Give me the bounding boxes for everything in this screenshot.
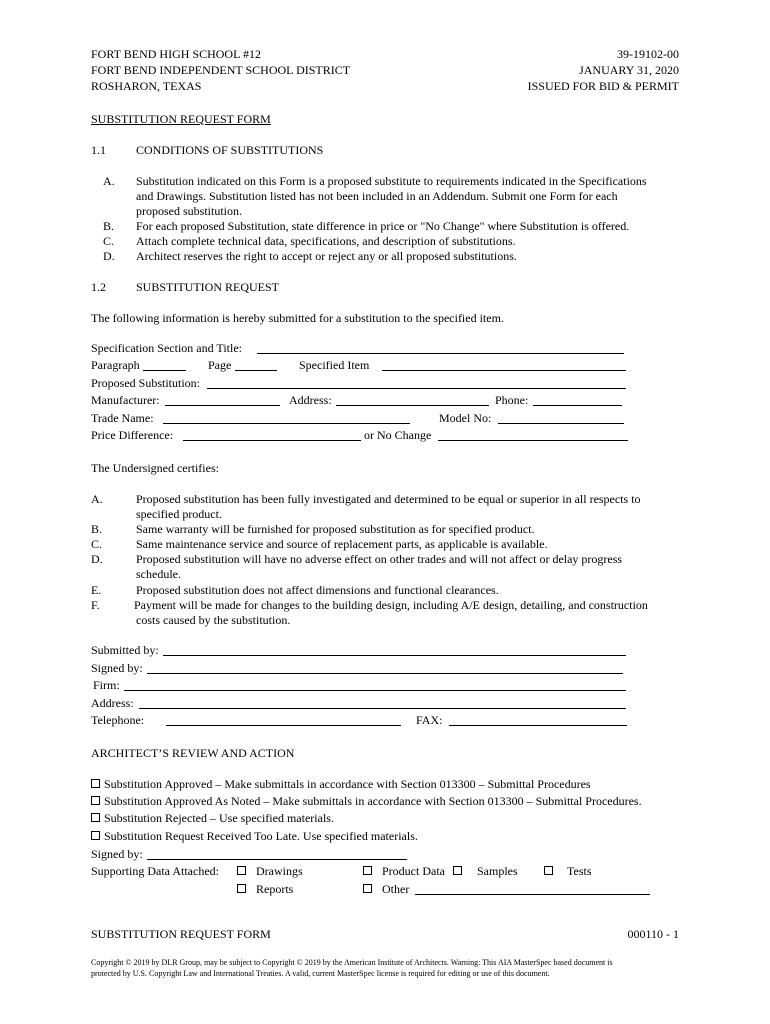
condition-c-line: Attach complete technical data, specifications, and description of substitutions. [136,234,516,248]
telephone-label: Telephone: [91,713,145,727]
submitter-address-label: Address: [91,696,134,710]
condition-a-letter: A. [103,174,115,188]
certify-c-letter: C. [91,537,103,551]
checkbox-icon[interactable] [237,866,246,875]
signed-by-label: Signed by: [91,661,143,675]
attachment-drawings[interactable]: Drawings [237,864,303,878]
condition-b-line: For each proposed Substitution, state difference in price or "No Change" where Substitution is offered. [136,219,630,233]
architect-review-heading: ARCHITECT’S REVIEW AND ACTION [91,746,295,760]
other-input[interactable] [415,894,650,895]
option-approved-as-noted[interactable]: Substitution Approved As Noted – Make submittals in accordance with Section 013300 – Submittal Procedures. [91,794,642,808]
header-district: FORT BEND INDEPENDENT SCHOOL DISTRICT [91,63,351,77]
phone-label: Phone: [495,393,529,407]
checkbox-icon[interactable] [91,779,100,788]
certify-e-line: Proposed substitution does not affect dimensions and functional clearances. [136,583,499,597]
manufacturer-input[interactable] [165,405,280,406]
section-2-title: SUBSTITUTION REQUEST [136,280,279,294]
option-too-late[interactable]: Substitution Request Received Too Late. Use specified materials. [91,829,418,843]
fax-label: FAX: [416,713,443,727]
section-1-title: CONDITIONS OF SUBSTITUTIONS [136,143,324,157]
paragraph-label: Paragraph [91,358,140,372]
certify-d-letter: D. [91,552,103,566]
checkbox-icon[interactable] [363,866,372,875]
proposed-substitution-label: Proposed Substitution: [91,376,201,390]
checkbox-icon[interactable] [363,884,372,893]
specified-item-label: Specified Item [299,358,370,372]
certify-a-line: Proposed substitution has been fully investigated and determined to be equal or superior in all respects to [136,492,641,506]
firm-input[interactable] [124,690,626,691]
certify-c-line: Same maintenance service and source of replacement parts, as applicable is available. [136,537,548,551]
header-location: ROSHARON, TEXAS [91,79,202,93]
section-1-number: 1.1 [91,143,106,157]
condition-b-letter: B. [103,219,115,233]
attachment-samples[interactable]: Samples [453,864,518,878]
attachment-reports[interactable]: Reports [237,882,293,896]
option-rejected[interactable]: Substitution Rejected – Use specified materials. [91,811,334,825]
spec-section-label: Specification Section and Title: [91,341,242,355]
trade-name-label: Trade Name: [91,411,154,425]
form-title: SUBSTITUTION REQUEST FORM [91,112,271,126]
header-issue-status: ISSUED FOR BID & PERMIT [527,79,679,93]
condition-d-letter: D. [103,249,115,263]
model-no-input[interactable] [498,423,624,424]
paragraph-input[interactable] [143,370,186,371]
condition-c-letter: C. [103,234,115,248]
attachment-other[interactable]: Other [363,882,409,896]
checkbox-icon[interactable] [91,831,100,840]
telephone-input[interactable] [166,725,401,726]
submitted-by-label: Submitted by: [91,643,159,657]
spec-section-input[interactable] [257,353,624,354]
no-change-label: or No Change [364,428,432,442]
certify-f-line: costs caused by the substitution. [136,613,291,627]
supporting-data-label: Supporting Data Attached: [91,864,219,878]
certify-a-line: specified product. [136,507,222,521]
copyright-line: protected by U.S. Copyright Law and International Treaties. A valid, current MasterSpec license is required for editing or use of this document. [91,969,550,978]
manufacturer-label: Manufacturer: [91,393,160,407]
certify-f-letter: F. [91,598,100,612]
certify-d-line: schedule. [136,567,181,581]
attachment-tests[interactable]: Tests [544,864,592,878]
firm-label: Firm: [93,678,120,692]
submitted-by-input[interactable] [163,655,626,656]
checkbox-icon[interactable] [91,796,100,805]
submitter-address-input[interactable] [139,708,626,709]
architect-signed-by-label: Signed by: [91,847,143,861]
phone-input[interactable] [533,405,622,406]
price-difference-label: Price Difference: [91,428,174,442]
footer-page-number: 000110 - 1 [627,927,679,941]
condition-a-line: Substitution indicated on this Form is a proposed substitute to requirements indicated in the Specifications [136,174,647,188]
section-2-intro: The following information is hereby submitted for a substitution to the specified item. [91,311,504,325]
footer-title: SUBSTITUTION REQUEST FORM [91,927,271,941]
signed-by-input[interactable] [147,673,623,674]
condition-d-line: Architect reserves the right to accept or reject any or all proposed substitutions. [136,249,517,263]
address-label: Address: [289,393,332,407]
specified-item-input[interactable] [382,370,626,371]
address-input[interactable] [336,405,489,406]
trade-name-input[interactable] [163,423,410,424]
architect-signed-by-input[interactable] [147,859,407,860]
no-change-input[interactable] [438,440,628,441]
condition-a-line: and Drawings. Substitution listed has not been included in an Addendum. Submit one Form for each [136,189,618,203]
attachment-product-data[interactable]: Product Data [363,864,445,878]
copyright-line: Copyright © 2019 by DLR Group, may be subject to Copyright © 2019 by the American Institute of Architects. Warning: This AIA MasterSpec based document is [91,958,613,967]
certify-d-line: Proposed substitution will have no adverse effect on other trades and will not affect or delay progress [136,552,623,566]
section-2-number: 1.2 [91,280,106,294]
checkbox-icon[interactable] [237,884,246,893]
page-input[interactable] [235,370,277,371]
checkbox-icon[interactable] [91,813,100,822]
option-approved[interactable]: Substitution Approved – Make submittals in accordance with Section 013300 – Submittal Procedures [91,777,591,791]
fax-input[interactable] [449,725,627,726]
header-project-number: 39-19102-00 [617,47,679,61]
model-no-label: Model No: [439,411,492,425]
certifies-heading: The Undersigned certifies: [91,461,219,475]
certify-b-line: Same warranty will be furnished for proposed substitution as for specified product. [136,522,535,536]
proposed-substitution-input[interactable] [207,388,626,389]
header-project-name: FORT BEND HIGH SCHOOL #12 [91,47,261,61]
price-difference-input[interactable] [183,440,361,441]
certify-a-letter: A. [91,492,103,506]
certify-e-letter: E. [91,583,102,597]
certify-f-line: Payment will be made for changes to the building design, including A/E design, detailing, and construction [134,598,648,612]
condition-a-line: proposed substitution. [136,204,243,218]
checkbox-icon[interactable] [544,866,553,875]
header-date: JANUARY 31, 2020 [579,63,679,77]
checkbox-icon[interactable] [453,866,462,875]
certify-b-letter: B. [91,522,103,536]
page-label: Page [208,358,232,372]
